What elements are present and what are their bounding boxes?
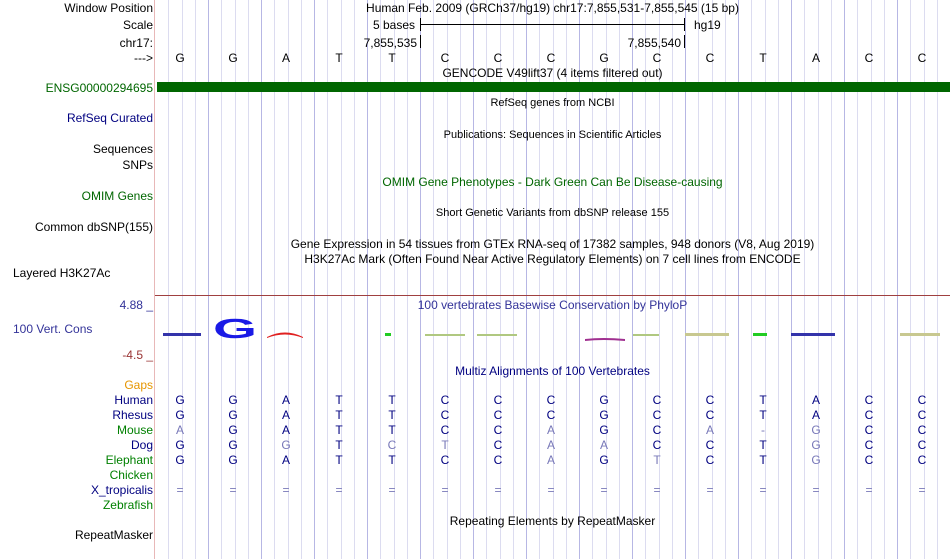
aligned-base: G xyxy=(175,453,185,467)
aligned-base: T xyxy=(335,408,343,422)
aligned-base: C xyxy=(917,453,927,467)
aligned-base: A xyxy=(705,423,714,437)
aligned-base: G xyxy=(811,453,821,467)
aligned-base: G xyxy=(811,423,821,437)
cons-min-label: -4.5 _ xyxy=(122,348,153,362)
aligned-base: T xyxy=(759,408,767,422)
reference-base: G xyxy=(175,51,185,65)
aligned-base: = xyxy=(865,483,873,497)
reference-base: C xyxy=(864,51,874,65)
reference-base: T xyxy=(759,51,767,65)
aligned-base: T xyxy=(335,438,343,452)
species-label-human[interactable]: Human xyxy=(114,393,153,407)
species-label-x_tropicalis[interactable]: X_tropicalis xyxy=(90,483,153,497)
aligned-base: = xyxy=(282,483,290,497)
aligned-base: = xyxy=(335,483,343,497)
aligned-base: C xyxy=(546,408,556,422)
repeatmasker-track-title: Repeating Elements by RepeatMasker xyxy=(449,514,656,528)
aligned-base: C xyxy=(440,408,450,422)
aligned-base: G xyxy=(175,408,185,422)
refseq-track-label[interactable]: RefSeq Curated xyxy=(66,111,153,125)
aligned-base: = xyxy=(547,483,555,497)
aligned-base: T xyxy=(388,423,396,437)
aligned-base: C xyxy=(387,438,397,452)
gencode-track-title: GENCODE V49lift37 (4 items filtered out) xyxy=(442,66,663,80)
reference-base: A xyxy=(281,51,290,65)
scale-bar-left-tick xyxy=(420,18,421,31)
aligned-base: C xyxy=(917,408,927,422)
species-label-dog[interactable]: Dog xyxy=(130,438,153,452)
strand-arrow-label[interactable]: ---> xyxy=(134,51,153,65)
publications-track-title: Publications: Sequences in Scientific Articles xyxy=(443,129,662,141)
scale-label: Scale xyxy=(122,18,153,32)
aligned-base: C xyxy=(864,393,874,407)
aligned-base: G xyxy=(228,423,238,437)
aligned-base: C xyxy=(917,438,927,452)
dbsnp-track-title: Short Genetic Variants from dbSNP release 155 xyxy=(435,207,670,219)
snps-track-label[interactable]: SNPs xyxy=(122,158,153,172)
aligned-base: C xyxy=(705,408,715,422)
aligned-base: G xyxy=(228,408,238,422)
cons-logo-neg xyxy=(585,338,625,341)
aligned-base: G xyxy=(175,393,185,407)
reference-base: G xyxy=(599,51,609,65)
aligned-base: = xyxy=(441,483,449,497)
aligned-base: G xyxy=(281,438,291,452)
scale-text: 5 bases xyxy=(372,18,415,32)
aligned-base: G xyxy=(175,438,185,452)
aligned-base: C xyxy=(546,393,556,407)
aligned-base: T xyxy=(759,438,767,452)
aligned-base: A xyxy=(546,453,555,467)
aligned-base: C xyxy=(493,453,503,467)
aligned-base: T xyxy=(388,393,396,407)
aligned-base: C xyxy=(440,393,450,407)
cons-logo-g: G xyxy=(213,313,257,344)
reference-base: C xyxy=(705,51,715,65)
aligned-base: C xyxy=(705,393,715,407)
aligned-base: C xyxy=(705,438,715,452)
scale-db: hg19 xyxy=(694,18,721,32)
coord-right-tick xyxy=(684,35,685,48)
aligned-base: = xyxy=(812,483,820,497)
reference-base: G xyxy=(228,51,238,65)
publications-track-label[interactable]: Sequences xyxy=(92,142,153,156)
track-labels xyxy=(0,0,155,559)
aligned-base: = xyxy=(600,483,608,497)
aligned-base: A xyxy=(281,423,290,437)
reference-base: T xyxy=(335,51,343,65)
aligned-base: C xyxy=(917,423,927,437)
aligned-base: A xyxy=(281,393,290,407)
species-label-elephant[interactable]: Elephant xyxy=(105,453,153,467)
aligned-base: C xyxy=(493,408,503,422)
aligned-base: C xyxy=(493,438,503,452)
position-title: Human Feb. 2009 (GRCh37/hg19) chr17:7,855,531-7,855,545 (15 bp) xyxy=(366,1,739,15)
cons-track-title: 100 vertebrates Basewise Conservation by PhyloP xyxy=(417,298,688,312)
aligned-base: T xyxy=(388,408,396,422)
aligned-base: - xyxy=(761,423,765,437)
aligned-base: C xyxy=(440,423,450,437)
repeatmasker-track-label[interactable]: RepeatMasker xyxy=(74,528,153,542)
coord-right: 7,855,540 xyxy=(627,36,681,50)
aligned-base: G xyxy=(228,438,238,452)
aligned-base: = xyxy=(653,483,661,497)
omim-track-title: OMIM Gene Phenotypes - Dark Green Can Be Disease-causing xyxy=(382,175,723,189)
aligned-base: T xyxy=(759,453,767,467)
gencode-item-label[interactable]: ENSG00000294695 xyxy=(45,81,153,95)
aligned-base: C xyxy=(493,423,503,437)
aligned-base: C xyxy=(493,393,503,407)
aligned-base: G xyxy=(811,438,821,452)
scale-bar-right-tick xyxy=(684,18,685,31)
cons-logo-a xyxy=(267,333,303,339)
aligned-base: A xyxy=(546,438,555,452)
aligned-base: T xyxy=(335,393,343,407)
cons-mark xyxy=(685,333,729,336)
cons-mark xyxy=(163,333,201,336)
cons-mark xyxy=(477,334,517,336)
aligned-base: T xyxy=(335,423,343,437)
aligned-base: T xyxy=(441,438,449,452)
aligned-base: A xyxy=(811,408,820,422)
cons-mark xyxy=(385,333,391,336)
aligned-base: A xyxy=(599,438,608,452)
cons-mark xyxy=(633,334,659,336)
aligned-base: C xyxy=(864,438,874,452)
aligned-base: T xyxy=(335,453,343,467)
reference-base: A xyxy=(811,51,820,65)
cons-max-label: 4.88 _ xyxy=(119,298,153,312)
multiz-track-title: Multiz Alignments of 100 Vertebrates xyxy=(455,364,650,378)
h3k27ac-track-title: H3K27Ac Mark (Often Found Near Active Regulatory Elements) on 7 cell lines from ENCODE xyxy=(304,252,801,266)
aligned-base: G xyxy=(599,423,609,437)
aligned-base: = xyxy=(494,483,502,497)
aligned-base: C xyxy=(705,453,715,467)
aligned-base: G xyxy=(228,453,238,467)
aligned-base: C xyxy=(864,408,874,422)
gencode-gene-bar[interactable] xyxy=(157,82,950,92)
aligned-base: C xyxy=(652,393,662,407)
track-image[interactable] xyxy=(155,0,950,559)
cons-mark xyxy=(425,334,465,336)
aligned-base: T xyxy=(653,453,661,467)
reference-base: T xyxy=(388,51,396,65)
aligned-base: C xyxy=(864,453,874,467)
aligned-base: C xyxy=(652,438,662,452)
dbsnp-track-label[interactable]: Common dbSNP(155) xyxy=(34,220,153,234)
aligned-base: A xyxy=(281,453,290,467)
window-position-label: Window Position xyxy=(64,1,153,15)
cons-mark xyxy=(900,333,940,336)
aligned-base: C xyxy=(864,423,874,437)
aligned-base: A xyxy=(175,423,184,437)
aligned-base: = xyxy=(388,483,396,497)
reference-base: C xyxy=(917,51,927,65)
aligned-base: = xyxy=(229,483,237,497)
aligned-base: = xyxy=(706,483,714,497)
aligned-base: G xyxy=(228,393,238,407)
chrom-label: chr17: xyxy=(119,36,153,50)
reference-base: C xyxy=(546,51,556,65)
aligned-base: G xyxy=(599,453,609,467)
aligned-base: = xyxy=(176,483,184,497)
aligned-base: T xyxy=(388,453,396,467)
scale-bar xyxy=(420,24,685,25)
track-separator xyxy=(155,295,950,296)
gaps-label[interactable]: Gaps xyxy=(124,378,153,392)
gtex-track-title: Gene Expression in 54 tissues from GTEx RNA-seq of 17382 samples, 948 donors (V8, Aug 2019) xyxy=(290,237,815,251)
aligned-base: = xyxy=(918,483,926,497)
aligned-base: C xyxy=(652,408,662,422)
aligned-base: T xyxy=(759,393,767,407)
cons-track-label[interactable]: 100 Vert. Cons xyxy=(13,322,93,336)
species-label-rhesus[interactable]: Rhesus xyxy=(112,408,153,422)
species-label-mouse[interactable]: Mouse xyxy=(116,423,153,437)
reference-base: C xyxy=(493,51,503,65)
cons-mark xyxy=(791,333,835,336)
aligned-base: A xyxy=(281,408,290,422)
aligned-base: G xyxy=(599,393,609,407)
species-label-zebrafish[interactable]: Zebrafish xyxy=(102,498,153,512)
omim-track-label[interactable]: OMIM Genes xyxy=(81,189,153,203)
coord-left-tick xyxy=(420,35,421,48)
aligned-base: A xyxy=(546,423,555,437)
aligned-base: G xyxy=(599,408,609,422)
aligned-base: C xyxy=(652,423,662,437)
aligned-base: C xyxy=(440,453,450,467)
species-label-chicken[interactable]: Chicken xyxy=(109,468,153,482)
aligned-base: C xyxy=(917,393,927,407)
h3k27ac-track-label[interactable]: Layered H3K27Ac xyxy=(13,266,111,280)
reference-base: C xyxy=(652,51,662,65)
aligned-base: A xyxy=(811,393,820,407)
conservation-plot[interactable] xyxy=(155,312,950,347)
refseq-track-title: RefSeq genes from NCBI xyxy=(490,97,615,109)
coord-left: 7,855,535 xyxy=(363,36,417,50)
aligned-base: = xyxy=(759,483,767,497)
cons-mark xyxy=(753,333,767,336)
reference-base: C xyxy=(440,51,450,65)
